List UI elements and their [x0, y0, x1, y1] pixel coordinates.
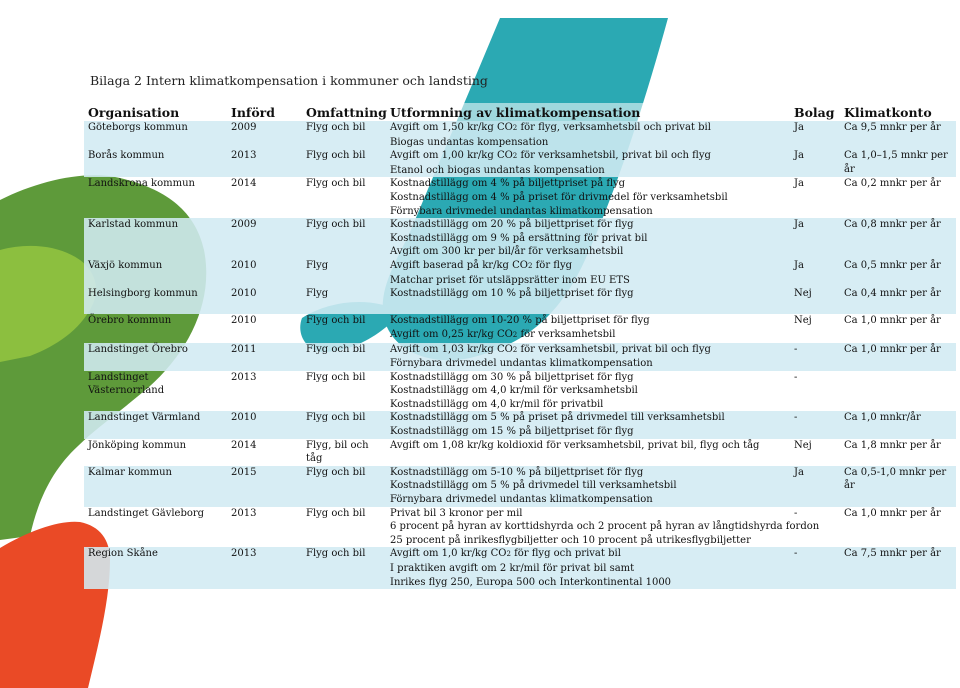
cell-klimatkonto: Ca 1,0–1,5 mnkr per år — [840, 149, 956, 177]
cell-omfattning: Flyg och bil — [306, 178, 366, 190]
line-text: för verksamhetsbil, privat bil och flyg — [517, 150, 711, 162]
utformning-line: Kostnadstillägg om 15 % på biljettpriset för flyg — [390, 426, 634, 438]
utformning-line: Biogas undantas kompensation — [390, 136, 549, 148]
line-text: Avgift om 1,50 kr/kg CO — [390, 122, 513, 133]
cell-omfattning: Flyg och bil — [302, 411, 386, 438]
utformning-line: Kostnadstillägg om 30 % på biljettpriset för flyg — [390, 371, 634, 383]
cell-organisation: Borås kommun — [84, 149, 227, 177]
table-row — [84, 547, 956, 589]
cell-organisation: Växjö kommun — [84, 259, 227, 287]
cell-omfattning: Flyg och bil — [302, 121, 386, 149]
cell-klimatkonto: Ca 0,8 mnkr per år — [840, 218, 956, 259]
table-row — [84, 371, 956, 412]
table-row — [84, 177, 956, 218]
header-omfattning: Omfattning — [302, 103, 386, 121]
utformning-line — [390, 343, 786, 358]
cell-omfattning: Flyg och bil — [302, 343, 386, 371]
header-klimatkonto: Klimatkonto — [840, 103, 956, 121]
utformning-line: I praktiken avgift om 2 kr/mil för privat bil samt — [390, 563, 635, 574]
cell-utformning — [386, 411, 790, 438]
cell-klimatkonto: Ca 1,0 mnkr per år — [840, 343, 956, 371]
cell-omfattning: Flyg och bil — [306, 507, 366, 519]
utformning-line: Avgift om 1,08 kr/kg koldioxid för verksamhetsbil, privat bil, flyg och tåg — [390, 439, 760, 451]
cell-utformning — [386, 314, 790, 342]
utformning-line: Kostnadstillägg om 20 % på biljettpriset för flyg — [390, 219, 634, 231]
cell-utformning — [386, 466, 790, 507]
cell-bolag: - — [790, 547, 840, 589]
table-row — [84, 507, 956, 548]
table-row — [84, 121, 956, 149]
utformning-line: Privat bil 3 kronor per mil — [390, 507, 523, 519]
utformning-line: Kostnadstillägg om 5 % på drivmedel till verksamhetsbil — [390, 480, 677, 492]
utformning-line — [390, 121, 786, 136]
header-organisation: Organisation — [84, 103, 227, 121]
line-text: Avgift om 0,25 kr/kg CO — [390, 328, 513, 340]
cell-organisation: Helsingborg kommun — [84, 287, 227, 314]
cell-inford: 2011 — [227, 343, 302, 371]
cell-organisation: Landstinget Västernorrland — [88, 371, 165, 397]
cell-organisation: Landstinget Örebro — [84, 343, 227, 371]
line-text: Avgift om 1,0 kr/kg CO — [390, 548, 507, 560]
table-row — [84, 149, 956, 177]
cell-omfattning: Flyg och bil — [302, 149, 386, 177]
header-bolag: Bolag — [790, 103, 840, 121]
cell-klimatkonto: Ca 0,4 mnkr per år — [840, 287, 956, 314]
line-text: Avgift om 1,03 kr/kg CO — [390, 343, 513, 355]
cell-omfattning: Flyg och bil — [302, 466, 386, 507]
cell-inford: 2013 — [227, 547, 302, 589]
utformning-line: Etanol och biogas undantas kompensation — [390, 164, 605, 176]
cell-inford: 2013 — [231, 371, 257, 383]
cell-bolag: Nej — [794, 315, 812, 327]
utformning-line: Kostnadstillägg om 4 % på priset för drivmedel för verksamhetsbil — [390, 191, 728, 203]
cell-utformning — [386, 218, 790, 259]
utformning-line: Kostnadstillägg om 9 % på ersättning för privat bil — [390, 232, 648, 244]
line-text: för verksamhetsbil, privat bil och flyg — [517, 343, 711, 355]
utformning-line: Kostnadstillägg om 4,0 kr/mil för verksamhetsbil — [390, 385, 638, 397]
page-title: Bilaga 2 Intern klimatkompensation i kommuner och landsting — [90, 73, 488, 88]
table-row — [84, 466, 956, 507]
cell-bolag: Ja — [790, 121, 840, 149]
utformning-line — [390, 259, 786, 274]
cell-inford: 2010 — [227, 259, 302, 287]
cell-bolag: - — [794, 371, 798, 383]
table-row — [84, 314, 956, 342]
utformning-line: Kostnadstillägg om 10-20 % på biljettpriset för flyg — [390, 315, 650, 327]
header-utformning: Utformning av klimatkompensation — [386, 103, 790, 121]
cell-bolag: Ja — [790, 259, 840, 287]
cell-bolag: Ja — [794, 178, 804, 190]
cell-omfattning: Flyg och bil — [302, 547, 386, 589]
cell-klimatkonto — [840, 371, 956, 412]
table-row — [84, 343, 956, 371]
cell-organisation: Kalmar kommun — [84, 466, 227, 507]
cell-inford: 2010 — [231, 315, 257, 327]
cell-utformning — [386, 177, 790, 218]
cell-inford: 2014 — [231, 439, 257, 451]
cell-utformning — [386, 371, 790, 412]
cell-inford: 2010 — [227, 411, 302, 438]
table-body — [84, 121, 956, 589]
cell-klimatkonto: Ca 1,8 mnkr per år — [844, 439, 941, 451]
subscript: 2 — [512, 124, 518, 132]
subscript: 2 — [512, 152, 518, 161]
cell-omfattning: Flyg — [302, 259, 386, 287]
cell-omfattning: Flyg — [302, 287, 386, 314]
cell-utformning — [386, 149, 790, 177]
utformning-line: Kostnadstillägg om 10 % på biljettpriset för flyg — [390, 288, 634, 300]
cell-organisation: Göteborgs kommun — [84, 121, 227, 149]
cell-bolag: Nej — [790, 287, 840, 314]
cell-organisation: Landstinget Värmland — [84, 411, 227, 438]
cell-klimatkonto: Ca 0,2 mnkr per år — [844, 178, 941, 190]
cell-utformning — [386, 121, 790, 149]
utformning-line: Kostnadstillägg om 4 % på biljettpriset på flyg — [390, 178, 626, 190]
table-row — [84, 259, 956, 287]
utformning-line: Inrikes flyg 250, Europa 500 och Interkontinental 1000 — [390, 576, 672, 588]
line-text: för flyg, verksamhetsbil och privat bil — [517, 122, 711, 133]
table-row — [84, 218, 956, 259]
cell-omfattning: Flyg, bil och tåg — [306, 439, 369, 465]
cell-inford: 2013 — [231, 507, 257, 519]
utformning-line: Kostnadstillägg om 4,0 kr/mil för privatbil — [390, 398, 604, 410]
cell-omfattning: Flyg och bil — [302, 218, 386, 259]
cell-klimatkonto: Ca 0,5 mnkr per år — [840, 259, 956, 287]
cell-inford: 2013 — [227, 149, 302, 177]
utformning-line — [390, 149, 786, 164]
cell-bolag: Ja — [790, 218, 840, 259]
utformning-line: 25 procent på inrikesflygbiljetter och 10 procent på utrikesflygbiljetter — [390, 534, 751, 546]
subscript: 2 — [506, 550, 511, 559]
line-text: för flyg — [532, 259, 573, 271]
line-text: för flyg och privat bil — [510, 548, 621, 560]
header-inford: Införd — [227, 103, 302, 121]
cell-bolag: - — [790, 411, 840, 438]
cell-inford: 2009 — [227, 121, 302, 149]
cell-bolag: - — [790, 343, 840, 371]
cell-bolag: - — [794, 507, 798, 519]
utformning-line — [390, 547, 786, 562]
utformning-line: Matchar priset för utsläppsrätter inom EU ETS — [390, 274, 630, 286]
subscript: 2 — [512, 345, 518, 354]
utformning-line — [390, 301, 786, 315]
cell-organisation: Landskrona kommun — [88, 178, 195, 190]
cell-klimatkonto: Ca 1,0 mnkr/år — [840, 411, 956, 438]
cell-inford: 2009 — [227, 218, 302, 259]
cell-bolag: Ja — [790, 149, 840, 177]
cell-utformning — [386, 547, 790, 589]
cell-inford: 2015 — [227, 466, 302, 507]
utformning-line: Förnybara drivmedel undantas klimatkompensation — [390, 494, 653, 506]
cell-inford: 2014 — [231, 178, 257, 190]
cell-organisation: Karlstad kommun — [84, 218, 227, 259]
utformning-line: Förnybara drivmedel undantas klimatkompensation — [390, 205, 653, 217]
cell-utformning — [386, 287, 790, 314]
utformning-line: 6 procent på hyran av korttidshyrda och 2 procent på hyran av långtidshyrda fordon — [390, 521, 820, 533]
cell-organisation: Region Skåne — [84, 547, 227, 589]
cell-klimatkonto: Ca 7,5 mnkr per år — [840, 547, 956, 589]
utformning-line: Avgift om 300 kr per bil/år för verksamhetsbil — [390, 246, 624, 258]
cell-klimatkonto: Ca 0,5-1,0 mnkr per år — [840, 466, 956, 507]
subscript: 2 — [512, 330, 518, 339]
cell-organisation: Landstinget Gävleborg — [88, 507, 205, 519]
utformning-line: Kostnadstillägg om 5-10 % på biljettpriset för flyg — [390, 466, 644, 478]
cell-klimatkonto: Ca 1,0 mnkr per år — [844, 507, 941, 519]
cell-klimatkonto: Ca 1,0 mnkr per år — [844, 315, 941, 327]
table-row — [84, 411, 956, 438]
cell-bolag: Ja — [790, 466, 840, 507]
subscript: 2 — [527, 261, 533, 270]
table-row — [84, 287, 956, 314]
utformning-line: Kostnadstillägg om 5 % på priset på drivmedel till verksamhetsbil — [390, 412, 725, 424]
line-text: Avgift baserad på kr/kg CO — [390, 259, 528, 271]
cell-inford: 2010 — [227, 287, 302, 314]
cell-organisation: Jönköping kommun — [88, 439, 187, 451]
cell-utformning — [386, 343, 790, 371]
cell-utformning — [386, 507, 820, 548]
cell-klimatkonto: Ca 9,5 mnkr per år — [840, 121, 956, 149]
line-text: för verksamhetsbil — [517, 328, 616, 340]
utformning-line: Förnybara drivmedel undantas klimatkompensation — [390, 358, 653, 370]
table-header-row — [84, 103, 956, 121]
cell-utformning — [386, 439, 790, 466]
cell-bolag: Nej — [794, 439, 812, 451]
line-text: Avgift om 1,00 kr/kg CO — [390, 150, 513, 162]
cell-omfattning: Flyg och bil — [306, 315, 366, 327]
cell-organisation: Örebro kommun — [88, 315, 172, 327]
cell-utformning — [386, 259, 790, 287]
utformning-line — [390, 328, 786, 343]
cell-omfattning: Flyg och bil — [306, 371, 366, 383]
table-row — [84, 439, 956, 466]
climate-compensation-table — [84, 103, 956, 589]
